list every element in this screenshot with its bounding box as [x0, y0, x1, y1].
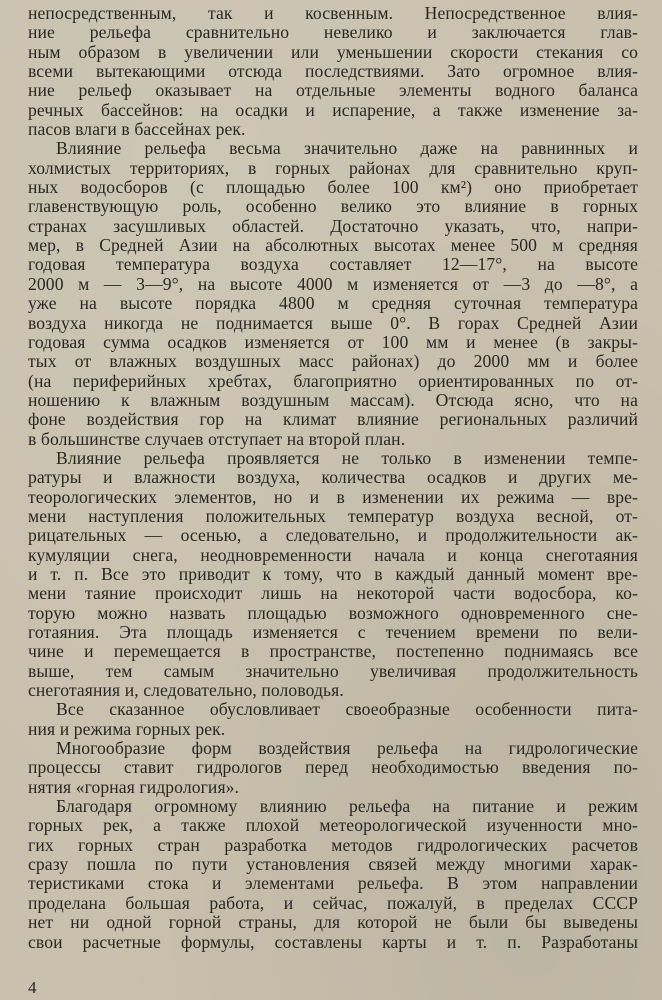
text-line: снеготаяния и, следовательно, половодья.	[28, 681, 344, 701]
paragraph	[28, 139, 638, 449]
text-line: мер, в Средней Азии на абсолютных высотах менее 500 м средняя	[28, 236, 638, 256]
paragraph	[28, 700, 638, 739]
text-line: проделана большая работа, и сейчас, пожалуй, в пределах СССР	[28, 893, 638, 913]
text-line: нет ни одной горной страны, для которой не были бы выведены	[28, 913, 638, 933]
text-line: теристиками стока и элементами рельефа. В этом направлении	[28, 874, 638, 894]
text-line: странах засушливых областей. Достаточно указать, что, напри-	[28, 216, 638, 236]
text-line: Благодаря огромному влиянию рельефа на питание и режим	[56, 797, 638, 817]
paragraph	[28, 4, 638, 139]
text-line: мени таяние происходит лишь на некоторой части водосбора, ко-	[28, 584, 638, 604]
text-line: (на периферийных хребтах, благоприятно ориентированных по от-	[28, 371, 638, 391]
text-line: воздуха никогда не поднимается выше 0°. В горах Средней Азии	[28, 313, 638, 333]
text-line: главенствующую роль, особенно велико это влияние в горных	[28, 197, 638, 217]
text-line: годовая сумма осадков изменяется от 100 мм и менее (в закры-	[28, 332, 638, 352]
text-line: горных рек, а также плохой метеорологической изученности мно-	[28, 816, 638, 836]
text-line: нятия «горная гидрология».	[28, 777, 240, 797]
body-text	[28, 4, 638, 952]
text-line: речных бассейнов: на осадки и испарение, а также изменение за-	[28, 100, 638, 120]
text-line: ных водосборов (с площадью более 100 км²) оно приобретает	[28, 178, 638, 198]
text-line: ния и режима горных рек.	[28, 719, 226, 739]
text-line: ношению к влажным воздушным массам). Отсюда ясно, что на	[28, 390, 638, 410]
text-line: в большинстве случаев отступает на второй план.	[28, 429, 406, 449]
text-line: фоне воздействия гор на климат влияние региональных различий	[28, 410, 638, 430]
text-line: непосредственным, так и косвенным. Непосредственное влия-	[28, 4, 638, 23]
text-line: 2000 м — 3—9°, на высоте 4000 м изменяется от —3 до —8°, а	[28, 274, 638, 294]
text-line: холмистых территориях, в горных районах для сравнительно круп-	[28, 158, 638, 178]
text-line: готаяния. Эта площадь изменяется с течением времени по вели-	[28, 623, 638, 642]
page-number: 4	[28, 978, 37, 997]
text-line: выше, тем самым значительно увеличивая продолжительность	[28, 661, 638, 681]
text-line: ратуры и влажности воздуха, количества осадков и других ме-	[28, 468, 638, 488]
paragraph	[28, 739, 638, 797]
text-line: Влияние рельефа проявляется не только в изменении темпе-	[56, 448, 638, 468]
text-line: сразу пошла по пути установления связей между многими харак-	[28, 855, 638, 875]
text-line: Влияние рельефа весьма значительно даже на равнинных и	[56, 139, 638, 159]
text-line: ние рельефа сравнительно невелико и заключается глав-	[28, 23, 638, 43]
paragraph	[28, 797, 638, 952]
text-line: пасов влаги в бассейнах рек.	[28, 120, 246, 140]
paragraph	[28, 449, 638, 700]
text-line: мени наступления положительных температур воздуха весной, от-	[28, 506, 638, 526]
text-line: рицательных — осенью, а следовательно, и продолжительности ак-	[28, 526, 638, 546]
text-line: ным образом в увеличении или уменьшении скорости стекания со	[28, 42, 638, 62]
text-line: процессы ставит гидрологов перед необходимостью введения по-	[28, 758, 638, 778]
text-line: уже на высоте порядка 4800 м средняя суточная температура	[28, 294, 638, 314]
text-line: всеми вытекающими отсюда последствиями. Зато огромное влия-	[28, 62, 638, 82]
text-line: свои расчетные формулы, составлены карты и т. п. Разработаны	[28, 932, 638, 952]
text-line: Многообразие форм воздействия рельефа на гидрологические	[56, 739, 638, 759]
text-line: годовая температура воздуха составляет 12—17°, на высоте	[28, 255, 638, 275]
text-line: торую можно назвать площадью возможного одновременного сне-	[28, 603, 638, 623]
text-line: и т. п. Все это приводит к тому, что в каждый данный момент вре-	[28, 564, 638, 584]
text-line: кумуляции снега, неодновременности начала и конца снеготаяния	[28, 545, 638, 565]
text-line: Все сказанное обусловливает своеобразные особенности пита-	[56, 700, 638, 720]
text-line: ние рельеф оказывает на отдельные элементы водного баланса	[28, 81, 638, 101]
text-line: теорологических элементов, но и в изменении их режима — вре-	[28, 487, 638, 507]
text-line: тых от влажных воздушных масс районах) до 2000 мм и более	[28, 352, 638, 372]
text-line: чине и перемещается в пространстве, постепенно поднимаясь все	[28, 642, 638, 662]
text-line: гих горных стран разработка методов гидрологических расчетов	[28, 835, 638, 855]
